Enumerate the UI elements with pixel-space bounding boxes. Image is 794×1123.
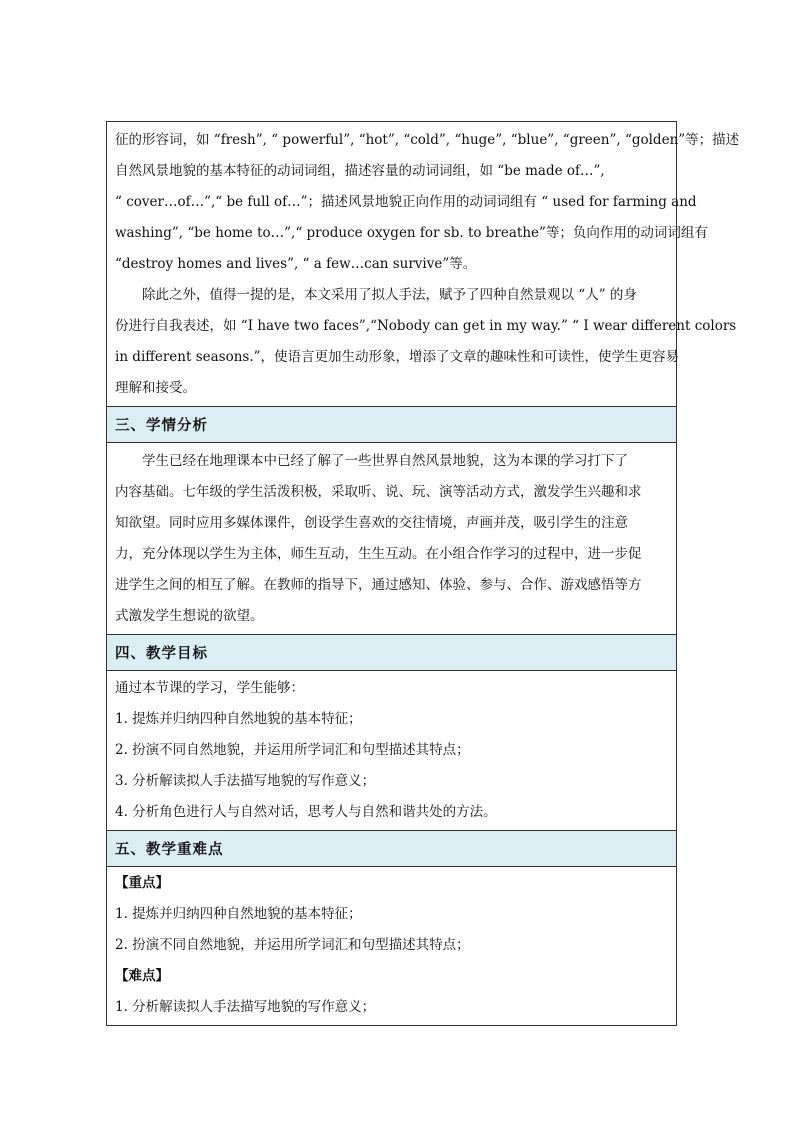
key-point-item: 1. 提炼并归纳四种自然地貌的基本特征； [115,906,362,922]
text-line: “destroy homes and lives”, “ a few…can survive”等。 [115,256,477,272]
text-line: “ cover…of…”,“ be full of…”；描述风景地貌正向作用的动词词组有 “ used for farming and [115,194,697,210]
text-line: 内容基础。七年级的学生活泼积极，采取听、说、玩、演等活动方式，激发学生兴趣和求 [115,484,642,500]
objective-item: 2. 扮演不同自然地貌，并运用所学词汇和句型描述其特点； [115,742,470,758]
key-point-item: 2. 扮演不同自然地貌，并运用所学词汇和句型描述其特点； [115,937,470,953]
text-line: 学生已经在地理课本中已经了解了一些世界自然风景地貌，这为本课的学习打下了 [142,453,628,469]
objective-item: 3. 分析解读拟人手法描写地貌的写作意义； [115,773,376,789]
section-header-student-analysis: 三、学情分析 [107,406,676,442]
difficult-point-item: 1. 分析解读拟人手法描写地貌的写作意义； [115,999,376,1015]
student-analysis-cell [107,442,676,634]
text-line: in different seasons.”，使语言更加生动形象，增添了文章的趣味性和可读性，使学生更容易 [115,349,680,365]
text-line: 力，充分体现以学生为主体，师生互动，生生互动。在小组合作学习的过程中，进一步促 [115,546,642,562]
paragraph-student-analysis [115,446,668,632]
text-line: 理解和接受。 [115,380,196,396]
section-header-key-difficult-points: 五、教学重难点 [107,830,676,866]
text-line: washing”, “be home to…”,“ produce oxygen for sb. to breathe”等；负向作用的动词词组有 [115,225,708,241]
text-analysis-cell [107,122,740,406]
paragraph-personification [115,280,737,404]
objective-item: 4. 分析角色进行人与自然对话，思考人与自然和谐共处的方法。 [115,804,497,820]
text-line: 除此之外，值得一提的是，本文采用了拟人手法，赋予了四种自然景观以 “人” 的身 [142,287,637,303]
paragraph-vocabulary [115,125,740,280]
lesson-plan-table [106,121,740,1026]
objective-item: 1. 提炼并归纳四种自然地貌的基本特征； [115,711,362,727]
text-line: 份进行自我表述，如 “I have two faces”,“Nobody can get in my way.” “ I wear different colors [115,318,737,334]
objectives-intro: 通过本节课的学习，学生能够： [115,680,304,696]
difficult-points-label: 【难点】 [115,968,169,984]
key-points-label: 【重点】 [115,875,169,891]
text-line: 式激发学生想说的欲望。 [115,608,264,624]
text-line: 进学生之间的相互了解。在教师的指导下，通过感知、体验、参与、合作、游戏感悟等方 [115,577,642,593]
text-line: 知欲望。同时应用多媒体课件，创设学生喜欢的交往情境，声画并茂，吸引学生的注意 [115,515,628,531]
text-line: 征的形容词，如 “fresh”, “ powerful”, “hot”, “cold”, “huge”, “blue”, “green”, “golden”等；描述 [115,132,740,148]
text-line: 自然风景地貌的基本特征的动词词组，描述容量的动词词组，如 “be made of…”, [115,163,605,179]
key-difficult-points-cell [107,866,676,1025]
section-header-teaching-objectives: 四、教学目标 [107,634,676,670]
teaching-objectives-cell [107,670,676,830]
